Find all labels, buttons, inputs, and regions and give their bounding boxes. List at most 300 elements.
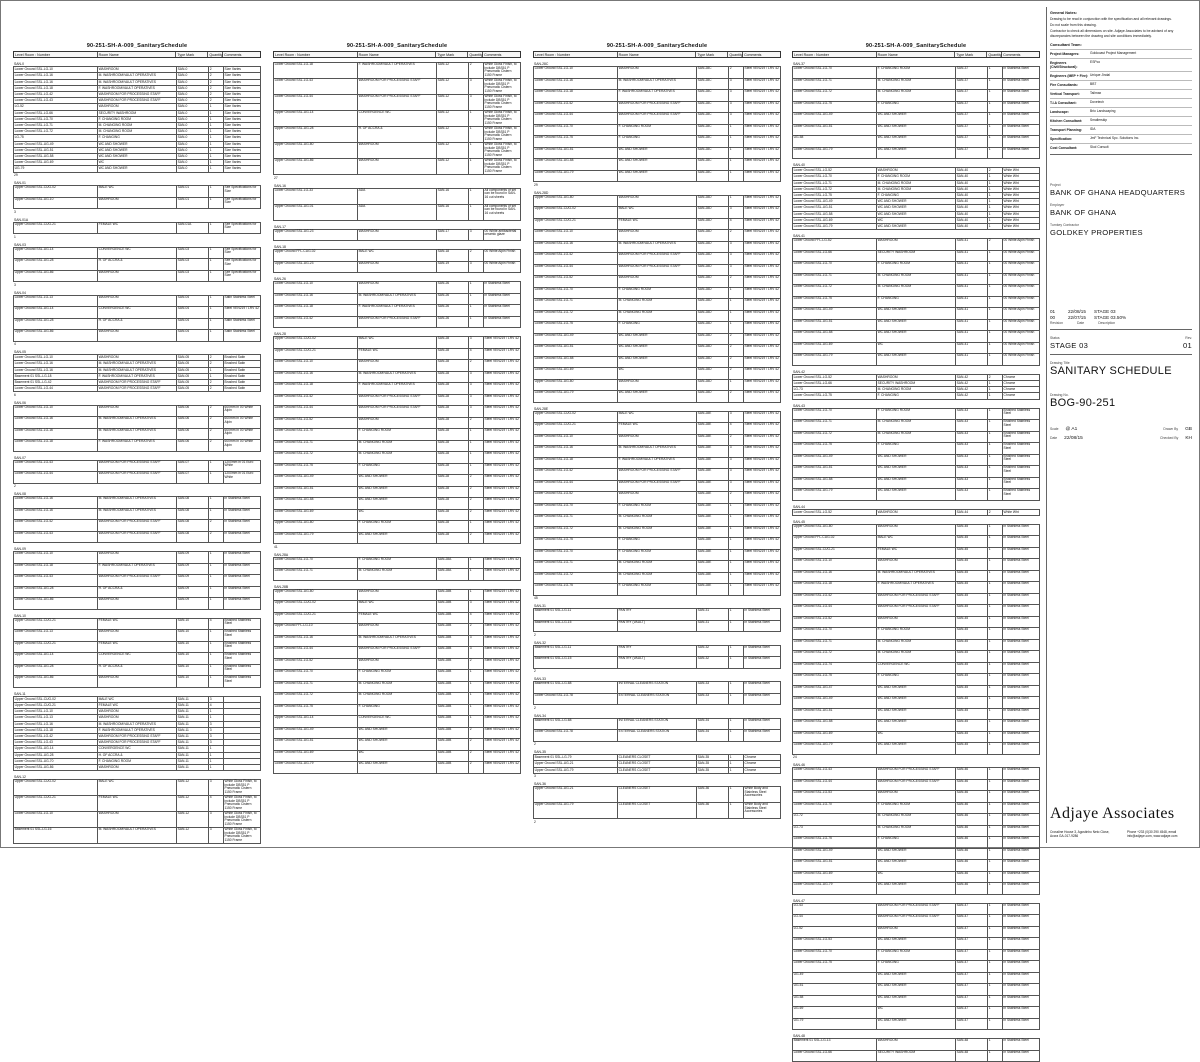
table-cell: Upper Ground FFL-LG-10 bbox=[274, 624, 358, 636]
table-row bbox=[793, 331, 1040, 343]
table-cell: WC AND SHOWER bbox=[876, 113, 955, 125]
column-header: Level Room : Number bbox=[274, 52, 358, 57]
table-row bbox=[793, 296, 1040, 308]
table-row bbox=[793, 509, 1040, 515]
table-cell: Lower Ground SSL-UG-79 bbox=[793, 743, 877, 755]
table-cell: SAN-28D bbox=[697, 253, 729, 265]
table-cell: FEMALE WC bbox=[97, 222, 176, 234]
type-group-label: SAN-28E bbox=[534, 406, 549, 411]
table-cell: 3 bbox=[469, 383, 484, 395]
table-cell: WC AND SHOWER bbox=[617, 147, 696, 159]
consultant-firm: Goldcoast Project Management bbox=[1090, 50, 1137, 55]
table-cell: SAN-41 bbox=[956, 354, 988, 366]
schedule-title: 90-251-SH-A-009_SanitarySchedule bbox=[865, 43, 967, 49]
table-cell: F. CHANGING bbox=[617, 136, 696, 148]
table-cell: CONVERGENCE WC bbox=[357, 111, 436, 127]
schedule-header-row bbox=[533, 51, 781, 58]
table-row bbox=[274, 463, 521, 475]
table-cell: Lower Ground SSL-LG-72 bbox=[793, 651, 877, 663]
table-cell: SAN-46 bbox=[956, 848, 988, 860]
table-cell: SAN-09 bbox=[177, 552, 209, 564]
table-cell: in Stainless Steel bbox=[1002, 972, 1039, 984]
consultant-role: Project Managers: bbox=[1050, 51, 1080, 56]
table-cell: Upper Ground SSL-UG-79 bbox=[534, 803, 618, 819]
schedule-title: 90-251-SH-A-009_SanitarySchedule bbox=[86, 43, 188, 49]
table-cell: WC AND SHOWER bbox=[876, 938, 955, 950]
table-cell: Lower Ground SSL-LG-16 bbox=[14, 361, 98, 367]
table-cell: 4 bbox=[209, 796, 224, 812]
table-cell: 1 bbox=[988, 489, 1003, 501]
table-cell: Basement 01 SSL-LG-11 bbox=[534, 609, 618, 621]
table-row bbox=[793, 674, 1040, 686]
consultant-team-title: Consultant Team: bbox=[1050, 42, 1082, 47]
table-row bbox=[534, 423, 781, 435]
table-cell: 1 bbox=[988, 387, 1003, 393]
table-cell: Basement 01 SSL-LG-15 bbox=[534, 657, 618, 669]
table-cell: SAN-41 bbox=[956, 285, 988, 297]
type-group-label: SAN-46 bbox=[793, 763, 805, 768]
table-row bbox=[274, 486, 521, 498]
table-row bbox=[14, 630, 261, 642]
table-row bbox=[274, 647, 521, 659]
table-row bbox=[274, 635, 521, 647]
table-cell: WC AND SHOWER bbox=[876, 466, 955, 478]
column-header: Level Room : Number bbox=[793, 52, 877, 57]
table-cell: 3 bbox=[469, 394, 484, 406]
table-cell: 1 bbox=[988, 78, 1003, 90]
table-row bbox=[274, 693, 521, 705]
table-cell: Size Varies bbox=[223, 116, 260, 122]
table-cell: WASHROOM bbox=[357, 261, 436, 273]
table-cell: WASHROOM FOR PROCESSING STAFF bbox=[357, 79, 436, 95]
table-cell: Lower Ground SSL-LG-70 bbox=[274, 670, 358, 682]
table-cell: Lower Ground SSL-UG-49 bbox=[14, 141, 98, 147]
table-cell: Lower Ground SSL-LG-72 bbox=[274, 693, 358, 705]
table-cell: SAN-11 bbox=[177, 727, 209, 733]
table-row bbox=[274, 429, 521, 441]
table-cell: Brushed Stainless Steel bbox=[1002, 454, 1039, 466]
table-cell: 1 bbox=[209, 641, 224, 653]
table-row bbox=[534, 492, 781, 504]
table-cell: SAN-28 bbox=[437, 371, 469, 383]
table-cell: Steel VEN219 / LRV 42 bbox=[483, 475, 520, 487]
table-row bbox=[14, 586, 261, 598]
table-cell: 00 White Alpin Finish bbox=[1002, 285, 1039, 297]
schedule-group bbox=[13, 456, 261, 489]
table-cell: White Wht bbox=[1002, 186, 1039, 192]
table-cell: Steel VEN219 / LRV 42 bbox=[743, 218, 780, 230]
consultant-firm: Tailmax bbox=[1090, 90, 1102, 95]
table-cell: in Stainless Steel bbox=[1002, 731, 1039, 743]
table-cell: Lower Ground SSL-LG-13 bbox=[14, 630, 98, 642]
table-row bbox=[14, 796, 261, 812]
table-cell: Lower Ground SSL-UG-58 bbox=[534, 159, 618, 171]
table-row bbox=[274, 624, 521, 636]
table-cell: SAN-10 bbox=[177, 641, 209, 653]
table-cell: WASHROOM FOR PROCESSING STAFF bbox=[97, 92, 176, 98]
table-cell: SAN-28E bbox=[697, 411, 729, 423]
table-cell: WC bbox=[617, 368, 696, 380]
table-cell: SAN-37 bbox=[956, 136, 988, 148]
table-cell: SAN-28E bbox=[697, 549, 729, 561]
type-group-label: SAN-05 bbox=[14, 350, 26, 355]
table-cell: Lower Ground SSL-LG-10 bbox=[14, 67, 98, 73]
table-cell: SAN-48 bbox=[956, 1039, 988, 1051]
table-cell: Steel VEN219 / LRV 42 bbox=[743, 584, 780, 596]
table-row bbox=[793, 639, 1040, 651]
table-cell: Brushed Stainless Steel bbox=[223, 641, 260, 653]
table-cell: Lower Ground SSL-UG-51 bbox=[793, 205, 877, 211]
table-row bbox=[14, 497, 261, 509]
column-header: Room Name bbox=[98, 52, 177, 57]
column-header: Quantity bbox=[729, 52, 743, 57]
table-cell: 1 bbox=[209, 307, 224, 319]
drawing-number-label: Drawing No. bbox=[1050, 392, 1069, 397]
table-cell: Brushed Stainless Steel bbox=[1002, 489, 1039, 501]
table-cell: Steel VEN219 / LRV 42 bbox=[483, 658, 520, 670]
table-cell: SAN-28D bbox=[697, 264, 729, 276]
table-cell: SAN-28C bbox=[697, 170, 729, 182]
table-cell: SAN-47 bbox=[956, 984, 988, 996]
schedule-table bbox=[792, 167, 1040, 230]
schedule-group bbox=[792, 505, 1040, 516]
table-cell: 3 bbox=[469, 95, 484, 111]
table-cell: M. CHANGING ROOM bbox=[617, 299, 696, 311]
table-cell: MALE WC bbox=[617, 411, 696, 423]
table-cell: 1 bbox=[209, 598, 224, 610]
table-cell: FEMALE WC bbox=[357, 348, 436, 360]
table-cell: SAN-40 bbox=[956, 174, 988, 180]
table-cell: Lower Ground SSL-LG-71 bbox=[793, 180, 877, 186]
table-row bbox=[274, 159, 521, 175]
table-row bbox=[534, 730, 781, 742]
table-cell: Brushed Stainless Steel bbox=[1002, 420, 1039, 432]
table-cell: SAN-05 bbox=[177, 373, 209, 379]
table-cell: Steel VEN219 / LRV 42 bbox=[483, 429, 520, 441]
schedule-table bbox=[13, 496, 261, 543]
table-cell: Lower Ground SSL-LG-18 bbox=[534, 90, 618, 102]
table-cell: SAN-28E bbox=[697, 480, 729, 492]
table-row bbox=[534, 549, 781, 561]
table-row bbox=[793, 972, 1040, 984]
table-cell: SECURITY WASHROOM bbox=[876, 1050, 955, 1062]
table-cell: Lower Ground SSL-UG-49 bbox=[793, 199, 877, 205]
table-row bbox=[793, 731, 1040, 743]
table-cell: SAN-09 bbox=[177, 598, 209, 610]
table-cell: 600mm in 00 White Alpin bbox=[223, 428, 260, 440]
table-row bbox=[14, 828, 261, 844]
table-cell: 1 bbox=[209, 715, 224, 721]
table-cell: WC AND SHOWER bbox=[357, 475, 436, 487]
schedule-column bbox=[792, 43, 1040, 1054]
type-group-label: SAN-06 bbox=[14, 400, 26, 405]
table-cell: Lower Ground SSL-LG-42 bbox=[793, 593, 877, 605]
type-group-label: SAN-10 bbox=[14, 613, 26, 618]
table-cell: 2 bbox=[469, 417, 484, 429]
table-cell: Upper Ground SSL-UG-23 bbox=[274, 229, 358, 241]
table-cell: F. CHANGING bbox=[876, 296, 955, 308]
table-cell: 1 bbox=[988, 331, 1003, 343]
table-cell: 1 bbox=[729, 645, 744, 657]
table-cell: Lower Ground SSL-LG-70 bbox=[534, 503, 618, 515]
table-cell: SAN-28E bbox=[697, 538, 729, 550]
table-cell: Lower Ground SSL-UG-79 bbox=[793, 354, 877, 366]
table-cell: Lower Ground SSL-LG-72 bbox=[14, 129, 98, 135]
table-cell: Size Varies bbox=[223, 135, 260, 141]
table-cell: Lower Ground SSL-LG-44 bbox=[534, 113, 618, 125]
table-cell: SAN-32 bbox=[697, 645, 729, 657]
table-cell: SAN-40 bbox=[956, 168, 988, 174]
table-cell: 1 bbox=[988, 1039, 1003, 1051]
table-cell: 1 bbox=[988, 984, 1003, 996]
table-cell: 2 bbox=[469, 475, 484, 487]
table-row bbox=[274, 475, 521, 487]
table-cell: Lower Ground SSL-LG-75 bbox=[793, 837, 877, 849]
table-cell: SAN-31 bbox=[697, 609, 729, 621]
table-cell: Steel VEN219 / LRV 42 bbox=[743, 299, 780, 311]
table-cell: 2 bbox=[469, 360, 484, 372]
table-cell: Steel VEN219 / LRV 42 bbox=[743, 457, 780, 469]
schedule-group bbox=[273, 62, 521, 180]
table-cell: Lower Ground SSL-LG-16 bbox=[534, 446, 618, 458]
table-cell: SAN-28B bbox=[437, 750, 469, 762]
table-cell: WC bbox=[876, 217, 955, 223]
table-cell: 1 bbox=[988, 147, 1003, 159]
table-cell: Lower Ground SSL-UG-79 bbox=[793, 224, 877, 230]
table-row bbox=[14, 598, 261, 610]
table-cell: in Stainless Steel bbox=[743, 609, 780, 621]
table-cell: Upper Ground SSL-CUG-21 bbox=[14, 222, 98, 234]
table-row bbox=[274, 337, 521, 349]
table-cell: F. CHANGING ROOM bbox=[876, 408, 955, 420]
table-cell: 1 bbox=[988, 582, 1003, 594]
revision-number: 00 bbox=[1050, 314, 1056, 320]
table-cell: Lower Ground SSL-UG-49 bbox=[534, 333, 618, 345]
table-cell: in Stainless Steel bbox=[743, 645, 780, 657]
table-row bbox=[14, 460, 261, 472]
table-row bbox=[793, 1050, 1040, 1062]
table-cell: Upper Ground SSL-UG-21 bbox=[534, 787, 618, 803]
table-cell: CLEANERS CLOSET bbox=[617, 755, 696, 761]
table-cell: WC AND SHOWER bbox=[876, 354, 955, 366]
schedule-table bbox=[533, 645, 781, 669]
schedule-table bbox=[792, 374, 1040, 400]
table-cell: Size Varies bbox=[223, 73, 260, 79]
table-cell: 1 bbox=[469, 282, 484, 294]
table-cell: Lower Ground SSL-LG-43 bbox=[14, 575, 98, 587]
table-cell: CONVERGENCE WC bbox=[97, 746, 176, 752]
table-cell: Upper Ground SSL-UG-21 bbox=[534, 761, 618, 767]
table-cell: SAN-43 bbox=[956, 420, 988, 432]
table-cell: SECURITY WASHROOM bbox=[876, 380, 955, 386]
table-row bbox=[534, 693, 781, 705]
table-cell: Steel VEN219 / LRV 42 bbox=[743, 207, 780, 219]
table-cell: Steel VEN219 / LRV 42 bbox=[743, 78, 780, 90]
table-cell: WC AND SHOWER bbox=[876, 697, 955, 709]
table-cell bbox=[223, 765, 260, 771]
table-cell: Lower Ground SSL-LG-43 bbox=[274, 79, 358, 95]
type-group-label: SAN-11 bbox=[14, 691, 26, 696]
table-cell: Steel VEN219 / LRV 42 bbox=[483, 557, 520, 569]
table-cell: in Stainless Steel bbox=[1002, 938, 1039, 950]
table-cell: 600mm in 00 White Alpin bbox=[223, 405, 260, 417]
table-row bbox=[534, 276, 781, 288]
table-cell: SAN-28B bbox=[437, 635, 469, 647]
table-cell: MALE WC bbox=[357, 337, 436, 349]
table-cell: SAN-45 bbox=[956, 651, 988, 663]
table-cell: 00 White Alpin Finish bbox=[1002, 331, 1039, 343]
schedule-group bbox=[792, 763, 1040, 895]
consultant-firm: Unique Jindal bbox=[1090, 72, 1110, 77]
table-cell: in Stainless Steel bbox=[1002, 984, 1039, 996]
table-row bbox=[793, 342, 1040, 354]
table-cell: SAN-11 bbox=[177, 746, 209, 752]
table-cell: Lower Ground SSL-LG-78 bbox=[534, 693, 618, 705]
type-group-label: SAN-12 bbox=[14, 775, 26, 780]
column-header: Quantity bbox=[988, 52, 1002, 57]
schedule-table bbox=[792, 509, 1040, 516]
table-cell: 1 bbox=[729, 310, 744, 322]
table-cell: WASHROOM bbox=[97, 552, 176, 564]
table-cell: SAN-46 bbox=[956, 791, 988, 803]
table-row bbox=[274, 521, 521, 533]
table-cell: SAN-08 bbox=[177, 520, 209, 532]
table-cell: 1 bbox=[469, 143, 484, 159]
table-cell: WC AND SHOWER bbox=[876, 136, 955, 148]
table-cell: 1 bbox=[729, 803, 744, 819]
table-cell: Upper Ground SSL-UG-28 bbox=[14, 752, 98, 758]
table-cell: Upper Ground SSL-UG-14 bbox=[274, 716, 358, 728]
table-cell: 1 bbox=[988, 972, 1003, 984]
table-cell: 1 bbox=[988, 393, 1003, 399]
schedule-table bbox=[273, 557, 521, 581]
table-cell: 1 bbox=[988, 779, 1003, 791]
table-cell: Size Varies bbox=[223, 129, 260, 135]
revision-description: STAGE 03 bbox=[1094, 308, 1116, 314]
table-cell: F. CHANGING bbox=[876, 674, 955, 686]
table-cell: 3 bbox=[209, 812, 224, 828]
table-cell: Upper Ground SSL-UG-10 bbox=[14, 197, 98, 209]
table-cell: MALE WC bbox=[876, 536, 955, 548]
type-group-label: SAN-28D bbox=[534, 190, 549, 195]
table-cell: WC AND SHOWER bbox=[876, 224, 955, 230]
schedule-title: 90-251-SH-A-009_SanitarySchedule bbox=[606, 43, 708, 49]
table-cell: WASHROOM FOR PROCESSING STAFF bbox=[97, 575, 176, 587]
table-cell: SAN-28 bbox=[437, 429, 469, 441]
table-cell: UG-49 bbox=[793, 972, 877, 984]
table-cell: 2 bbox=[469, 498, 484, 510]
table-cell: 2 bbox=[209, 440, 224, 452]
table-cell: WASHROOM FOR PROCESSING STAFF bbox=[97, 386, 176, 392]
table-cell: WASHROOM FOR PROCESSING STAFF bbox=[876, 903, 955, 915]
table-cell: Steel VEN219 / LRV 42 bbox=[743, 379, 780, 391]
table-cell: Satin Stainless Steel bbox=[223, 330, 260, 342]
table-cell: 2 bbox=[209, 520, 224, 532]
table-cell: Size Varies bbox=[223, 123, 260, 129]
table-cell: WASHROOM FOR PROCESSING STAFF bbox=[617, 264, 696, 276]
table-cell: SAN-01A bbox=[177, 222, 209, 234]
table-cell: SAN-28D bbox=[697, 391, 729, 403]
table-cell: Brushed Stainless Steel bbox=[223, 653, 260, 665]
consultant-firm: Brio Landscaping bbox=[1090, 108, 1116, 113]
table-cell: Lower Ground SSL-LG-75 bbox=[534, 538, 618, 550]
table-cell: Steel VEN219 / LRV 42 bbox=[483, 394, 520, 406]
table-cell: SAN-47 bbox=[956, 1007, 988, 1019]
table-cell: SAN-07 bbox=[177, 460, 209, 472]
table-cell: Steel VEN219 / LRV 42 bbox=[483, 750, 520, 762]
table-cell: White Body and Stainless Steel Accessories bbox=[743, 787, 780, 803]
table-row bbox=[274, 188, 521, 204]
table-cell: Steel VEN219 / LRV 42 bbox=[743, 549, 780, 561]
table-cell: 2 bbox=[209, 85, 224, 91]
table-cell: Lower Ground SSL-LG-10 bbox=[534, 434, 618, 446]
schedule-table bbox=[273, 249, 521, 273]
schedule-group bbox=[13, 218, 261, 239]
table-cell: 3 bbox=[469, 371, 484, 383]
schedule-group bbox=[13, 692, 261, 771]
table-row bbox=[534, 411, 781, 423]
table-cell: WC AND SHOWER bbox=[876, 205, 955, 211]
table-row bbox=[534, 503, 781, 515]
table-cell: 1 bbox=[988, 871, 1003, 883]
table-cell: 1 bbox=[209, 758, 224, 764]
table-row bbox=[274, 750, 521, 762]
table-cell: in Stainless Steel bbox=[1002, 628, 1039, 640]
group-count: 1 bbox=[14, 234, 16, 239]
table-cell: 1 bbox=[988, 720, 1003, 732]
table-row bbox=[14, 307, 261, 319]
table-row bbox=[793, 1039, 1040, 1051]
table-cell: MALE WC bbox=[97, 780, 176, 796]
table-cell: LG-73 bbox=[793, 825, 877, 837]
table-cell: 1 bbox=[209, 247, 224, 259]
table-cell: See Specifications for Size bbox=[223, 222, 260, 234]
table-cell: SAN-40 bbox=[956, 217, 988, 223]
table-cell: in Stainless Steel bbox=[1002, 837, 1039, 849]
type-group-label: SAN-01A bbox=[14, 217, 29, 222]
table-cell: See Specifications for Size bbox=[223, 259, 260, 271]
table-cell: 1 bbox=[988, 685, 1003, 697]
table-row bbox=[793, 524, 1040, 536]
table-cell: Steel VEN219 / LRV 42 bbox=[743, 253, 780, 265]
table-cell: 1 bbox=[209, 586, 224, 598]
employer-label: Employer bbox=[1050, 202, 1065, 207]
table-cell: Lower Ground SSL-UG-51 bbox=[14, 147, 98, 153]
schedule-group bbox=[273, 332, 521, 549]
table-cell: 2 bbox=[469, 532, 484, 544]
schedule-table bbox=[533, 681, 781, 705]
table-cell: SAN-28B bbox=[437, 704, 469, 716]
table-cell: SAN-31 bbox=[697, 620, 729, 632]
schedule-table bbox=[792, 903, 1040, 1031]
table-cell: 1 bbox=[988, 651, 1003, 663]
table-cell: SAN-0 bbox=[177, 85, 209, 91]
table-cell: M. WASHROOM/VAULT OPERATIVES bbox=[876, 570, 955, 582]
table-cell: SAN-45 bbox=[956, 582, 988, 594]
table-cell: 2 bbox=[209, 531, 224, 543]
table-row bbox=[793, 101, 1040, 113]
table-cell: Lower Ground SSL-LG-72 bbox=[793, 186, 877, 192]
schedule-table bbox=[13, 354, 261, 392]
schedule-table bbox=[13, 618, 261, 688]
table-cell: 2 bbox=[729, 333, 744, 345]
table-cell: SAN-37 bbox=[956, 78, 988, 90]
type-group-label: SAN-28C bbox=[534, 62, 549, 67]
table-cell: SAN-28E bbox=[697, 572, 729, 584]
table-row bbox=[274, 716, 521, 728]
table-cell: 00 White Alpin Finish bbox=[1002, 308, 1039, 320]
table-cell: 2 bbox=[988, 168, 1003, 174]
